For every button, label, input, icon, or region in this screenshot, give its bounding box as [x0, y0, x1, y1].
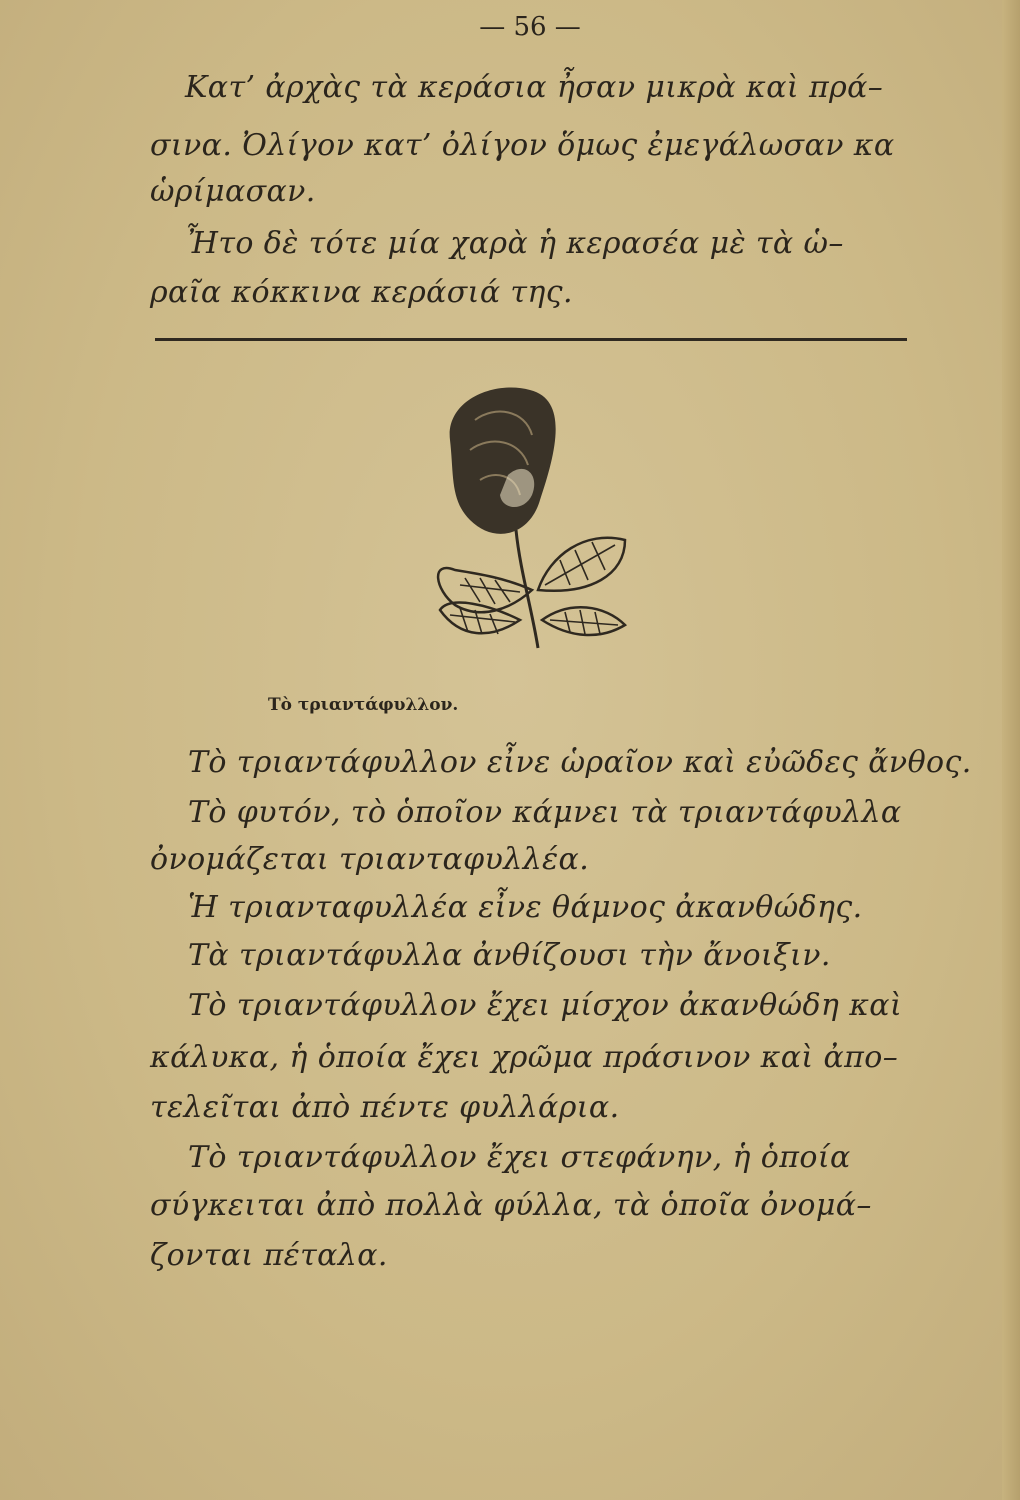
- illustration-caption: Τὸ τριαντάφυλλον.: [268, 695, 459, 715]
- text-line: ραῖα κόκκινα κεράσιά της.: [150, 275, 573, 310]
- text-line: σύγκειται ἀπὸ πολλὰ φύλλα, τὰ ὁποῖα ὀνομά–: [150, 1188, 872, 1223]
- page-edge-shadow: [1002, 0, 1020, 1500]
- text-line: ζονται πέταλα.: [150, 1238, 388, 1273]
- text-line: Ἦτο δὲ τότε μία χαρὰ ἡ κερασέα μὲ τὰ ὡ–: [185, 226, 844, 261]
- text-line: σινα. Ὀλίγον κατ’ ὀλίγον ὅμως ἐμεγάλωσαν κα: [150, 128, 895, 163]
- text-line: τελεῖται ἀπὸ πέντε φυλλάρια.: [150, 1090, 620, 1125]
- page-number: — 56 —: [479, 12, 581, 42]
- text-line: Τὸ τριαντάφυλλον εἶνε ὡραῖον καὶ εὐῶδες ἄνθος.: [188, 745, 972, 780]
- text-line: Τὸ φυτόν, τὸ ὁποῖον κάμνει τὰ τριαντάφυλλα: [188, 795, 902, 830]
- text-line: ὡρίμασαν.: [150, 174, 316, 209]
- text-line: Τὸ τριαντάφυλλον ἔχει μίσχον ἀκανθώδη καὶ: [188, 988, 903, 1023]
- section-divider: [155, 338, 907, 341]
- rose-engraving-icon: [420, 380, 640, 650]
- text-line: κάλυκα, ἡ ὁποία ἔχει χρῶμα πράσινον καὶ ἀπο–: [150, 1040, 899, 1075]
- text-line: Κατ’ ἀρχὰς τὰ κεράσια ἦσαν μικρὰ καὶ πρά–: [185, 70, 884, 105]
- text-line: Τὰ τριαντάφυλλα ἀνθίζουσι τὴν ἄνοιξιν.: [188, 938, 831, 973]
- text-line: ὀνομάζεται τριανταφυλλέα.: [150, 842, 590, 877]
- text-line: Ἡ τριανταφυλλέα εἶνε θάμνος ἀκανθώδης.: [188, 890, 863, 925]
- text-line: Τὸ τριαντάφυλλον ἔχει στεφάνην, ἡ ὁποία: [188, 1140, 851, 1175]
